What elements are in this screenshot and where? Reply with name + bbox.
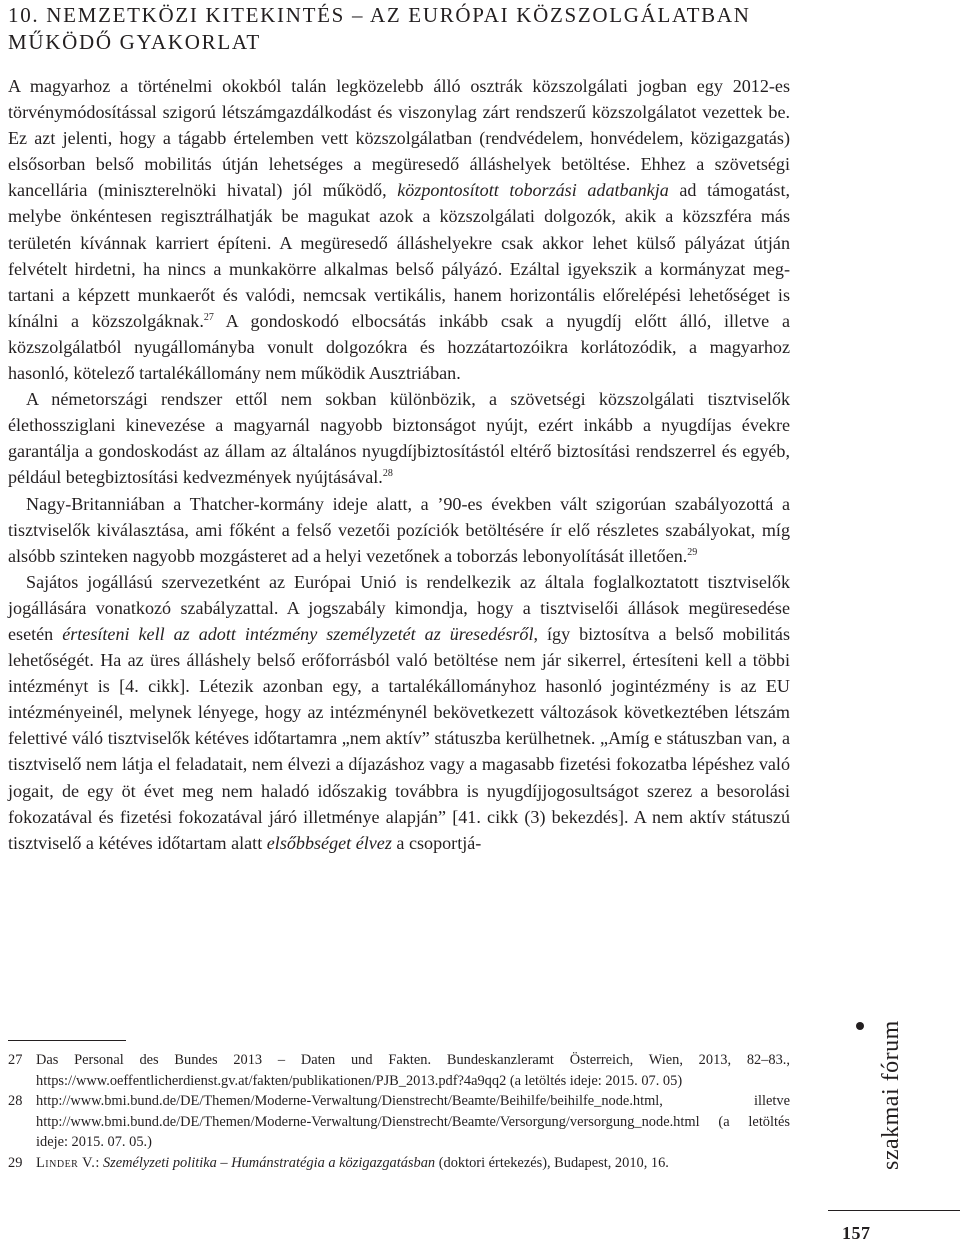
footnote-divider xyxy=(8,1040,126,1041)
footnote-27 xyxy=(8,1050,790,1091)
body-text xyxy=(8,73,790,856)
footnote-text[interactable]: Das Personal des Bundes 2013 – Daten und Fakten. Bundeskanzleramt Österreich, Wien, 2013, 82–83., https://www.oeffentlicherdienst.gv.at/fakten/publikationen/PJB_2013.pdf?4a9qq2 (a letöltés ideje: 2015. 07. 05) xyxy=(36,1052,790,1089)
italic-phrase: értesíteni kell az adott intézmény személyzetét az üresedésről xyxy=(62,623,534,644)
paragraph-germany: A németországi rendszer ettől nem sokban különbözik, a szövetségi közszolgálati tisztviselők élethossziglani kinevezése a magyarnál nagyobb biztonságot nyújt, ezért inkább a nyugdíjas évekre garantálja a gondoskodást az állam az általános nyugdíjbiztosítástól eltérő biztosítási rendszerrel és egyéb, például betegbiztosítási kedvezmények nyújtásával.$^{28}$ xyxy=(8,389,790,488)
footnote-title: Személyzeti politika – Humánstratégia a közigazgatásban xyxy=(102,1154,436,1171)
footnote-29 xyxy=(8,1153,790,1174)
footnotes xyxy=(8,1050,790,1173)
side-label xyxy=(848,1020,904,1230)
footnote-author: Linder V. xyxy=(36,1154,96,1171)
footnote-number: 29 xyxy=(8,1154,23,1171)
page-number: 157 xyxy=(842,1223,871,1243)
footnote-text[interactable]: http://www.bmi.bund.de/DE/Themen/Moderne-Verwaltung/Dienstrecht/Beamte/Beihilfe/beihilfe_node.html, illetve http://www.bmi.bund.de/DE/Themen/Moderne-Verwaltung/Dienstrecht/Beamte/Versorgung/versorgung_node.html (a letöltés ideje: 2015. 07. 05.) xyxy=(36,1093,790,1150)
page-number-divider xyxy=(828,1210,960,1211)
paragraph-austria: A magyarhoz a történelmi okokból talán legközelebb álló osztrák közszolgálati jogban egy 2012-es törvénymódosítással szigorú létszámgazdálkodást és viszonylag zárt rendszerű közszolgálatot vezettek be. Ez azt jelenti, hogy a tágabb értelemben vett közszolgálatban (rendvédelem, honvédelem, közigazgatás) elsősorban belső mobilitás útján lehetséges a megüresedő álláshelyek betöltése. Ehhez a szövetségi kancellária (miniszterelnöki hivatal) jól működő, központosított toborzási adatbankja ad támogatást, melybe önkéntesen regisztrálhatják be magukat azok a közszolgálati dolgozók, akik a közszféra más területén kívánnak karriert építeni. A megüresedő álláshelyekre csak akkor lehet külső pályázat útján felvételt hirdetni, ha nincs a munkakörre alkalmas belső pályázó. Ezáltal igyekszik a kormányzat megtartani a képzett munkaerőt és valódi, nemcsak vertikális, hanem horizontális előrelépési lehetőséget is kínálni a közszolgáknak.$^{27}$ A gondoskodó elbocsátás inkább csak a nyugdíj előtt álló, illetve a közszolgálatból nyugállományba vonult dolgozókra és hozzátartozóikra korlátozódik, a magyarhoz hasonló, kötelező tartalékállomány nem működik Ausztriában. xyxy=(8,76,791,384)
paragraph-eu: Sajátos jogállású szervezetként az Európai Unió is rendelkezik az általa foglalkoztatott tisztviselők jogállására vonatkozó szabályzattal. A jogszabály kimondja, hogy a tisztviselői állások megüresedése esetén értesíteni kell az adott intézmény személyzetét az üresedésről, így biztosítva a belső mobilitás lehetőségét. Ha az üres álláshely belső erőforrásból való betöltése nem jár sikerrel, értesíteni kell a többi intézményt is [4. cikk]. Létezik azonban egy, a tartalékállományhoz hasonló jogintézmény is az EU intézményeinél, melynek lényege, hogy az intézménynél bekövetkezett változások következtében létszám felettivé váló tisztviselők kétéves időtartamra „nem aktív” státuszba kerülhetnek. „Amíg e státuszban van, a tisztviselő nem látja el feladatait, nem élvezi a díjazáshoz vagy a magasabb fizetési fokozatba lépéshez való jogait, de egy öt évet meg nem haladó időszakig továbbra is nyugdíjjogosultságot szerez a besorolási fokozatával és fizetési fokozatával járó illetménye alapján” [41. cikk (3) bekezdés]. A nem aktív státuszú tisztviselő a kétéves időtartam alatt elsőbbséget élvez a csoportjá- xyxy=(8,571,791,853)
footnote-ref-27[interactable]: 27 xyxy=(203,311,214,323)
section-heading: 10. NEMZETKÖZI KITEKINTÉS – AZ EURÓPAI KÖZSZOLGÁLATBAN MŰKÖDŐ GYAKORLAT xyxy=(8,3,751,54)
footnote-text: Linder V.: Személyzeti politika – Humánstratégia a közigazgatásban (doktori értekezés), Budapest, 2010, 16. xyxy=(36,1154,669,1171)
footnote-28 xyxy=(8,1091,790,1153)
footnote-ref-28[interactable]: 28 xyxy=(382,468,393,480)
italic-phrase: központosított toborzási adatbankja xyxy=(397,180,669,201)
journal-section-label: szakmai fórum xyxy=(878,1020,904,1170)
bullet-dot-icon xyxy=(856,1022,864,1030)
footnote-ref-29[interactable]: 29 xyxy=(687,546,698,558)
italic-phrase: elsőbbséget élvez xyxy=(266,832,392,853)
paragraph-uk: Nagy-Britanniában a Thatcher-kormány ideje alatt, a ’90-es években vált szigorúan szabályozottá a tisztviselők kiválasztása, ami főként a felső vezetői pozíciók betöltésére ír elő részletes szabályokat, míg alsóbb szinteken nagyobb mozgásteret ad a helyi vezetőnek a toborzás lebonyolítását illetően.$^{29}$ xyxy=(8,493,790,566)
footnote-number: 28 xyxy=(8,1093,23,1109)
footnote-number: 27 xyxy=(8,1052,23,1068)
